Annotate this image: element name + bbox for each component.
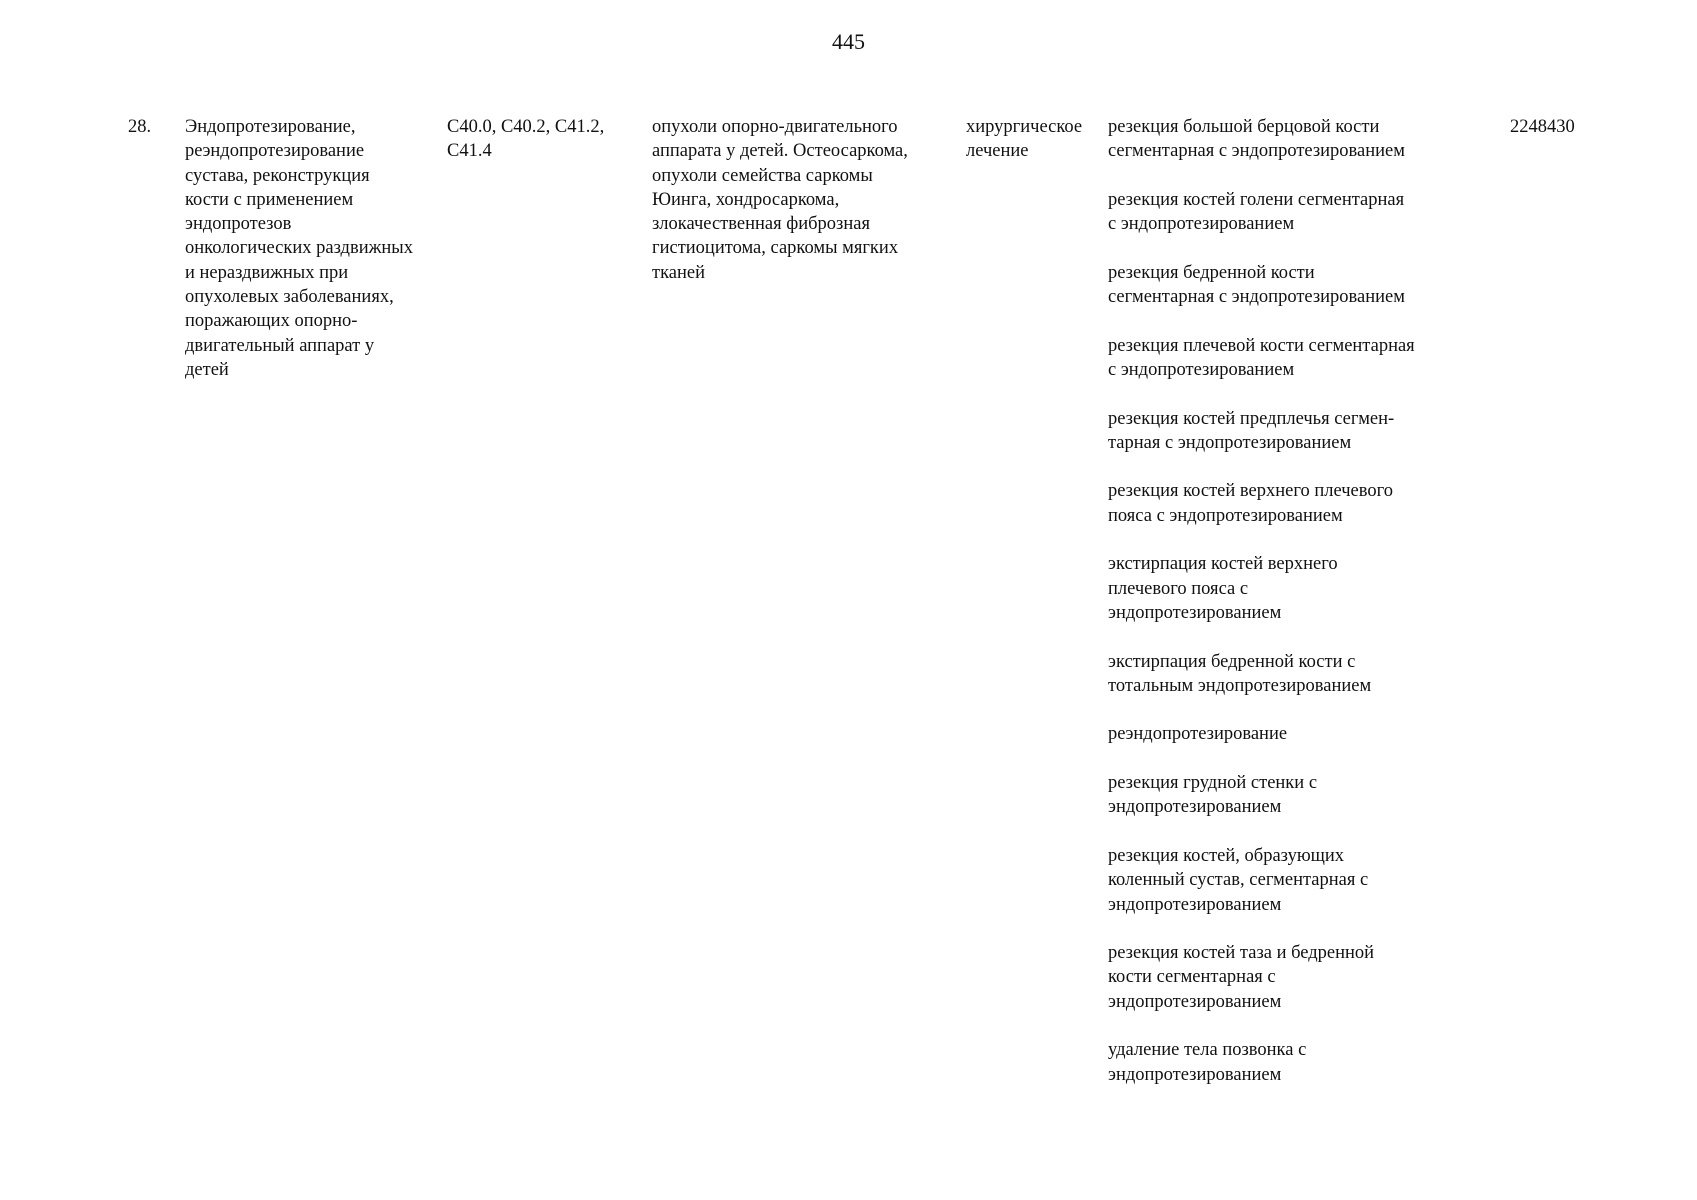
- method-line: резекция большой берцовой кости: [1108, 117, 1380, 137]
- diagnosis-codes: [447, 115, 647, 164]
- procedure-name-line: опухолевых заболеваниях,: [185, 287, 394, 308]
- procedure-name-line: детей: [185, 359, 229, 380]
- method-line: кости сегментарная с: [1108, 967, 1276, 988]
- method-item: [1108, 844, 1458, 917]
- patient-model: [652, 115, 952, 285]
- method-item: [1108, 552, 1458, 625]
- procedure-name-line: онкологических раздвижных: [185, 238, 413, 259]
- method-item: [1108, 722, 1458, 746]
- procedure-name-line: реэндопротезирование: [185, 141, 365, 162]
- patient-model-line: гистиоцитома, саркомы мягких: [652, 238, 899, 259]
- procedure-name-line: поражающих опорно-: [185, 311, 358, 332]
- method-line: резекция костей предплечья сегмен-: [1108, 408, 1395, 429]
- method-line: с эндопротезированием: [1108, 214, 1295, 235]
- treatment-methods: [1108, 115, 1458, 1111]
- method-line: эндопротезированием: [1108, 991, 1282, 1012]
- patient-model-line: тканей: [652, 262, 706, 283]
- method-line: плечевого пояса с: [1108, 578, 1249, 599]
- patient-model-line: опухоли семейства саркомы: [652, 165, 873, 186]
- diagnosis-codes-line: C41.4: [447, 141, 492, 162]
- method-line: удаление тела позвонка с: [1108, 1040, 1307, 1061]
- method-line: тотальным эндопротезированием: [1108, 675, 1372, 696]
- patient-model-line: злокачественная фиброзная: [652, 214, 870, 235]
- method-line: эндопротезированием: [1108, 602, 1282, 623]
- treatment-type: [966, 115, 1106, 164]
- method-line: пояса с эндопротезированием: [1108, 505, 1343, 526]
- method-item: [1108, 941, 1458, 1014]
- page-number: 445: [832, 29, 865, 54]
- method-line: сегментарная с эндопротезированием: [1108, 141, 1405, 162]
- method-line: эндопротезированием: [1108, 894, 1282, 915]
- method-line: резекция костей, образующих: [1108, 845, 1345, 866]
- method-line: резекция плечевой кости сегментарная: [1108, 335, 1415, 356]
- method-item: [1108, 261, 1458, 310]
- method-line: резекция бедренной кости: [1108, 262, 1315, 283]
- method-line: тарная с эндопротезированием: [1108, 432, 1352, 453]
- method-item: [1108, 479, 1458, 528]
- method-item: [1108, 188, 1458, 237]
- method-item: [1108, 771, 1458, 820]
- patient-model-line: опухоли опорно-двигательного: [652, 117, 898, 137]
- method-line: резекция костей верхнего плечевого: [1108, 481, 1394, 502]
- method-line: резекция грудной стенки с: [1108, 773, 1318, 794]
- price-value: 2248430: [1510, 117, 1575, 137]
- method-line: резекция костей таза и бедренной: [1108, 943, 1375, 964]
- method-line: экстирпация бедренной кости с: [1108, 651, 1356, 672]
- procedure-name-line: Эндопротезирование,: [185, 117, 356, 137]
- patient-model-line: аппарата у детей. Остеосаркома,: [652, 141, 908, 162]
- method-item: [1108, 334, 1458, 383]
- method-line: коленный сустав, сегментарная с: [1108, 870, 1369, 891]
- row-number: 28.: [128, 117, 152, 137]
- procedure-name-line: сустава, реконструкция: [185, 165, 370, 186]
- method-line: с эндопротезированием: [1108, 359, 1295, 380]
- method-line: экстирпация костей верхнего: [1108, 554, 1338, 575]
- patient-model-line: Юинга, хондросаркома,: [652, 189, 840, 210]
- procedure-name-line: кости с применением: [185, 189, 354, 210]
- method-line: сегментарная с эндопротезированием: [1108, 287, 1405, 308]
- method-line: эндопротезированием: [1108, 1064, 1282, 1085]
- procedure-name-line: и нераздвижных при: [185, 262, 349, 283]
- method-item: [1108, 115, 1458, 164]
- diagnosis-codes-line: C40.0, C40.2, C41.2,: [447, 117, 605, 137]
- procedure-name-line: двигательный аппарат у: [185, 335, 375, 356]
- treatment-type-line: хирургическое: [966, 117, 1083, 137]
- method-line: резекция костей голени сегментарная: [1108, 189, 1405, 210]
- method-line: эндопротезированием: [1108, 797, 1282, 818]
- procedure-name: [185, 115, 445, 382]
- procedure-name-line: эндопротезов: [185, 214, 292, 235]
- method-item: [1108, 1038, 1458, 1087]
- method-item: [1108, 650, 1458, 699]
- method-line: реэндопротезирование: [1108, 724, 1288, 745]
- treatment-type-line: лечение: [966, 141, 1029, 162]
- method-item: [1108, 407, 1458, 456]
